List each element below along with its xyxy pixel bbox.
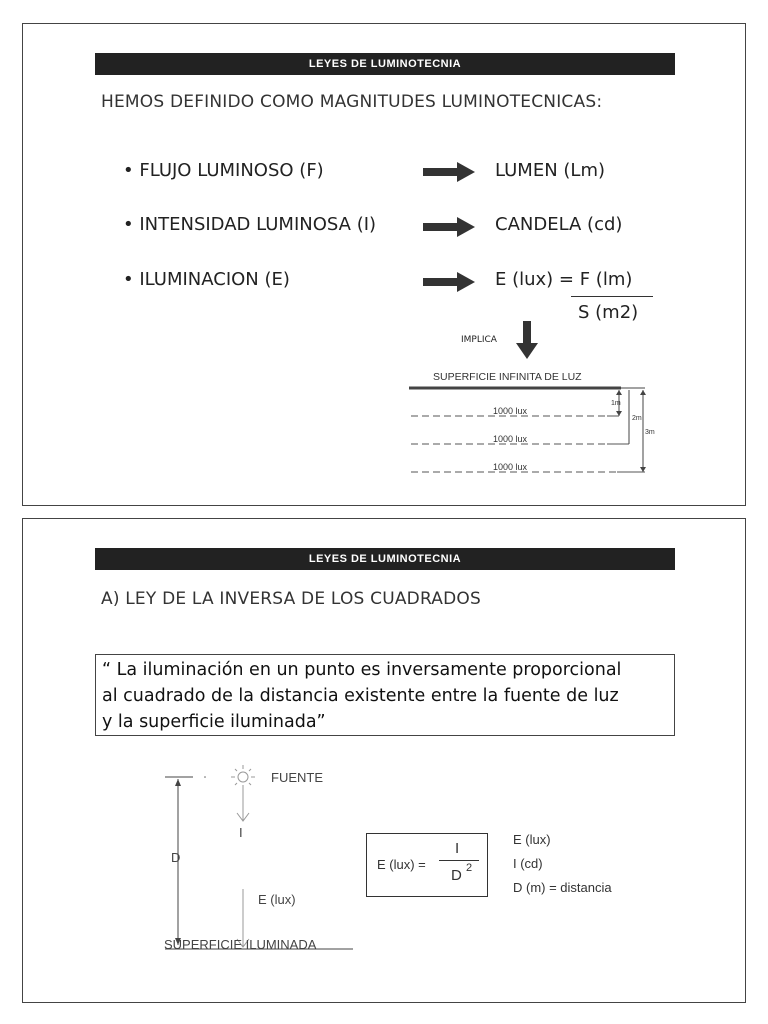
- formula-illuminance-numerator: E (lux) = F (lm): [495, 269, 633, 290]
- slide-inverse-square-law: [22, 518, 746, 1003]
- surface-label: SUPERFICIE ILUMINADA: [164, 937, 317, 952]
- intensity-label: I: [239, 825, 243, 840]
- legend-intensity: I (cd): [513, 856, 543, 871]
- distance-label-1: 1m: [611, 400, 621, 407]
- formula-numerator: I: [455, 840, 460, 857]
- unit-candela: CANDELA (cd): [495, 214, 623, 235]
- formula-fraction-line: [439, 860, 479, 861]
- fraction-line: [571, 296, 653, 297]
- distance-label: D: [171, 850, 181, 865]
- magnitude-label-iluminacion: • ILUMINACION (E): [123, 269, 290, 290]
- quote-line-1: “ La iluminación en un punto es inversamente proporcional: [102, 660, 622, 680]
- light-source-icon: [231, 765, 255, 789]
- distance-label-2: 2m: [632, 415, 642, 422]
- slide-banner: LEYES DE LUMINOTECNIA: [95, 548, 675, 570]
- law-quote-box: [95, 654, 675, 736]
- formula-lhs: E (lux) =: [377, 857, 426, 872]
- slide-banner: LEYES DE LUMINOTECNIA: [95, 53, 675, 75]
- infinite-surface-diagram: [407, 364, 657, 480]
- surface-label: SUPERFICIE INFINITA DE LUZ: [433, 371, 582, 383]
- legend-illuminance: E (lux): [513, 832, 551, 847]
- legend-distance: D (m) = distancia: [513, 880, 612, 895]
- formula-exponent: 2: [466, 862, 473, 874]
- slide-subtitle: HEMOS DEFINIDO COMO MAGNITUDES LUMINOTECNICAS:: [101, 92, 603, 112]
- lux-label-2: 1000 lux: [493, 434, 528, 444]
- formula-box: [366, 833, 488, 897]
- magnitude-label-intensidad: • INTENSIDAD LUMINOSA (I): [123, 214, 377, 235]
- lux-label-1: 1000 lux: [493, 406, 528, 416]
- distance-label-3: 3m: [645, 429, 655, 436]
- right-arrow-icon: [423, 217, 475, 237]
- quote-line-3: y la superficie iluminada”: [102, 712, 326, 732]
- down-arrow-icon: [516, 321, 538, 359]
- formula-illuminance-denominator: S (m2): [578, 302, 639, 323]
- unit-lumen: LUMEN (Lm): [495, 160, 606, 181]
- right-arrow-icon: [423, 272, 475, 292]
- source-label: FUENTE: [271, 770, 323, 785]
- magnitude-label-flujo: • FLUJO LUMINOSO (F): [123, 160, 324, 181]
- illuminance-label: E (lux): [258, 892, 296, 907]
- formula-denominator: D: [451, 867, 462, 884]
- slide-magnitudes: [22, 23, 746, 506]
- lux-label-3: 1000 lux: [493, 462, 528, 472]
- quote-line-2: al cuadrado de la distancia existente entre la fuente de luz: [102, 686, 619, 706]
- slide-subtitle: A) LEY DE LA INVERSA DE LOS CUADRADOS: [101, 589, 481, 609]
- implica-label: IMPLICA: [461, 335, 497, 345]
- right-arrow-icon: [423, 162, 475, 182]
- inverse-square-diagram: [153, 759, 363, 959]
